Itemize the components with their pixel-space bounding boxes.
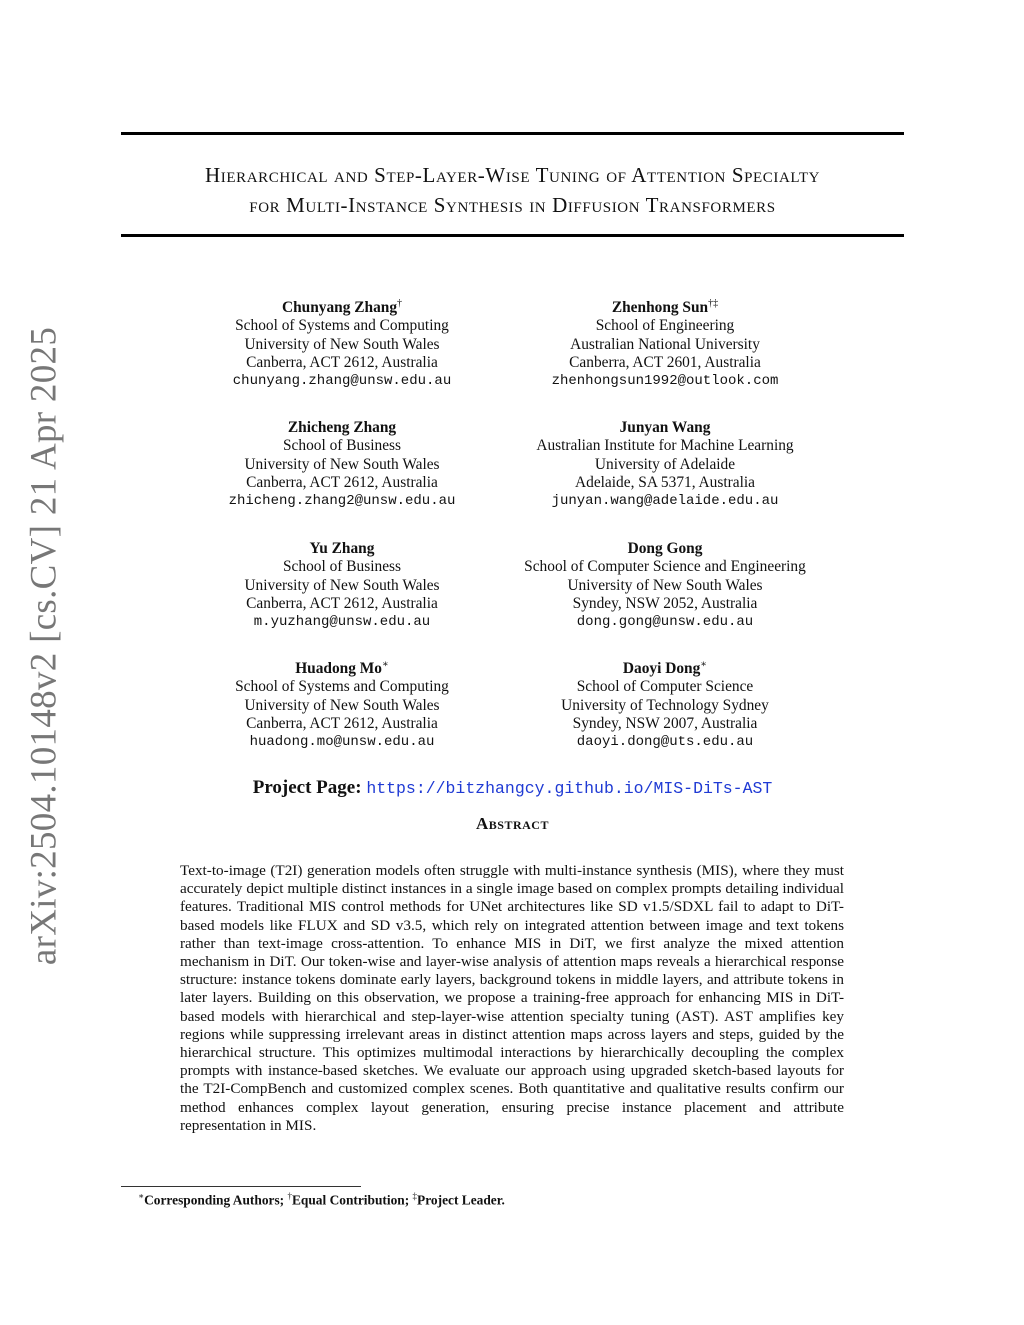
author-org: University of New South Wales [244,335,440,353]
author-email: zhicheng.zhang2@unsw.edu.au [228,493,456,510]
author-email: huadong.mo@unsw.edu.au [249,734,435,751]
author-address: Canberra, ACT 2612, Australia [246,473,438,491]
footnote [138,1191,505,1208]
author-dept: School of Computer Science [576,678,754,696]
author-org: University of New South Wales [244,576,440,594]
author-name: Junyan Wang [619,419,711,436]
author-name: Huadong Mo [295,660,382,677]
author-block [505,536,825,631]
title-line-2: for Multi-Instance Synthesis in Diffusion Transformers [249,193,776,217]
project-page-label: Project Page: [252,777,362,798]
project-page [121,775,904,802]
author-address: Canberra, ACT 2612, Australia [246,353,438,371]
author-address: Adelaide, SA 5371, Australia [575,473,755,491]
author-org: University of New South Wales [244,455,440,473]
footnote-rule [121,1186,361,1187]
author-block [182,536,502,631]
author-email: daoyi.dong@uts.edu.au [576,734,754,751]
author-block [182,415,502,510]
footnote-text: Project Leader. [417,1192,505,1208]
author-org: University of Adelaide [594,455,736,473]
author-dept: School of Business [283,437,401,455]
arxiv-sidebar [12,326,76,966]
author-mark: †‡ [708,298,719,309]
title-bottom-rule [121,234,904,237]
author-email: junyan.wang@adelaide.edu.au [551,493,779,510]
author-email: dong.gong@unsw.edu.au [576,614,754,631]
author-mark: ∗ [382,659,389,670]
author-org: University of New South Wales [567,576,763,594]
author-name: Zhenhong Sun [611,299,709,316]
author-mark: ∗ [700,659,708,670]
author-dept: School of Engineering [595,317,735,335]
footnote-text: Corresponding Authors; [144,1192,288,1208]
author-org: University of New South Wales [244,696,440,714]
footnote-mark: † [287,1191,292,1201]
author-address: Syndey, NSW 2007, Australia [572,714,758,732]
author-email: m.yuzhang@unsw.edu.au [253,614,431,631]
project-page-link[interactable]: https://bitzhangcy.github.io/MIS-DiTs-AST [366,779,773,798]
author-address: Canberra, ACT 2601, Australia [569,353,761,371]
author-dept: Australian Institute for Machine Learning [536,437,794,455]
author-email: zhenhongsun1992@outlook.com [551,373,779,390]
author-org: University of Technology Sydney [561,696,769,714]
author-dept: School of Business [283,558,401,576]
author-dept: School of Computer Science and Engineering [524,558,806,576]
paper-title [121,160,904,220]
footnote-text: Equal Contribution; [291,1192,413,1208]
author-address: Syndey, NSW 2052, Australia [572,594,758,612]
author-block [505,295,825,390]
author-block [505,656,825,751]
author-name: Zhicheng Zhang [287,419,397,436]
title-line-1: Hierarchical and Step-Layer-Wise Tuning of Attention Specialty [204,163,821,187]
footnote-mark: ∗ [138,1191,145,1201]
author-name: Chunyang Zhang [281,299,398,316]
title-top-rule [121,132,904,135]
author-dept: School of Systems and Computing [235,317,449,335]
footnote-mark: ‡ [412,1191,418,1201]
abstract-heading: Abstract [476,814,549,833]
author-block [182,295,502,390]
author-org: Australian National University [570,335,760,353]
author-dept: School of Systems and Computing [235,678,449,696]
author-address: Canberra, ACT 2612, Australia [246,714,438,732]
author-email: chunyang.zhang@unsw.edu.au [232,373,452,390]
author-address: Canberra, ACT 2612, Australia [246,594,438,612]
author-block [505,415,825,510]
arxiv-identifier: arXiv:2504.10148v2 [cs.CV] 21 Apr 2025 [23,326,65,966]
author-name: Yu Zhang [309,540,375,557]
author-name: Daoyi Dong [622,660,701,677]
author-name: Dong Gong [627,540,703,557]
author-block [182,656,502,751]
author-mark: † [397,298,403,309]
abstract-body: Text-to-image (T2I) generation models often struggle with multi-instance synthesis (MIS), where they must accurately depict multiple distinct instances in a single image based on complex prompts detailing individual features. Traditional MIS control methods for UNet architectures like SD v1.5/SDXL fail to adapt to DiT-based models like FLUX and SD v3.5, which rely on integrated attention between image and text tokens rather than text-image cross-attention. To enhance MIS in DiT, we first analyze the mixed attention mechanism in DiT. Our token-wise and layer-wise analysis of attention maps reveals a hierarchical response structure: instance tokens dominate early layers, background tokens in middle layers, and attribute tokens in later layers. Building on this observation, we propose a training-free approach for enhancing MIS in DiT-based models with hierarchical and step-layer-wise attention specialty tuning (AST). AST amplifies key regions while suppressing irrelevant areas in distinct attention maps across layers and steps, guided by the hierarchical structure. This optimizes multimodal interactions by hierarchically decoupling the complex prompts with instance-based sketches. We evaluate our approach using upgraded sketch-based layouts for the T2I-CompBench and customized complex scenes. Both quantitative and qualitative results confirm our method enhances complex layout generation, ensuring precise instance placement and attribute representation in MIS. [180,862,844,1134]
